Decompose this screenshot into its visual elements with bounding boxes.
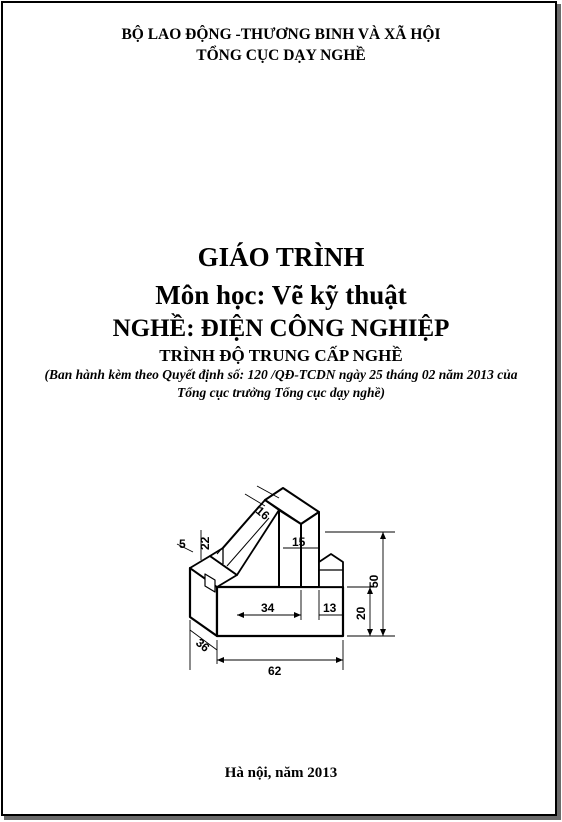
ministry-name: BỘ LAO ĐỘNG -THƯƠNG BINH VÀ XÃ HỘI xyxy=(121,26,441,43)
trade-title: NGHỀ: ĐIỆN CÔNG NGHIỆP xyxy=(112,315,450,342)
document-title: GIÁO TRÌNH xyxy=(197,242,365,272)
decree-note-line-1: (Ban hành kèm theo Quyết định số: 120 /QĐ-TCDN ngày 25 tháng 02 năm 2013 của xyxy=(44,367,518,382)
place-and-year: Hà nội, năm 2013 xyxy=(224,765,338,781)
dimension-62: 62 xyxy=(268,664,282,678)
department-name: TỔNG CỤC DẠY NGHỀ xyxy=(196,47,366,64)
dimension-20: 20 xyxy=(354,606,368,620)
dimension-5: 5 xyxy=(179,537,186,551)
technical-drawing xyxy=(165,470,405,685)
page-border xyxy=(1,1,557,816)
dimension-15: 15 xyxy=(292,535,306,549)
page-border-shadow-right xyxy=(557,4,561,818)
decree-note-line-2: Tổng cục trưởng Tổng cục dạy nghề) xyxy=(176,385,386,400)
dimension-36: 36 xyxy=(193,635,213,655)
training-level: TRÌNH ĐỘ TRUNG CẤP NGHỀ xyxy=(159,346,403,365)
dimension-34: 34 xyxy=(261,601,275,615)
dimension-16: 16 xyxy=(253,503,273,523)
dimension-22: 22 xyxy=(198,536,212,550)
isometric-part-illustration xyxy=(165,470,405,685)
upright-side-face xyxy=(301,512,319,587)
subject-title: Môn học: Vẽ kỹ thuật xyxy=(155,280,407,310)
page-border-shadow-bottom xyxy=(4,816,561,820)
dimension-50: 50 xyxy=(367,574,381,588)
dimension-13: 13 xyxy=(323,601,337,615)
